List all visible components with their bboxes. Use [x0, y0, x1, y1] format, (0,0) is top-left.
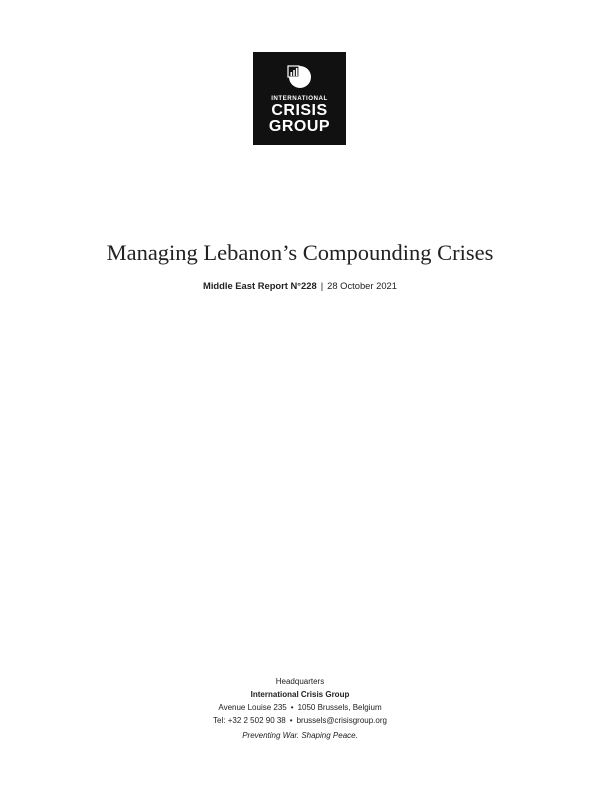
footer-street: Avenue Louise 235 — [218, 703, 287, 712]
logo-text-international: INTERNATIONAL — [271, 95, 328, 102]
report-date: 28 October 2021 — [327, 280, 397, 291]
logo-text-crisis: CRISIS — [271, 102, 328, 119]
crisis-group-logo — [253, 52, 346, 145]
footer-bullet: • — [289, 716, 293, 725]
subtitle-separator: | — [320, 280, 324, 291]
report-number: Middle East Report N°228 — [203, 280, 317, 291]
footer-phone: Tel: +32 2 502 90 38 — [213, 716, 286, 725]
report-title: Managing Lebanon’s Compounding Crises — [106, 240, 494, 265]
footer-address — [0, 701, 600, 714]
footer-heading: Headquarters — [275, 677, 325, 686]
footer-bullet: • — [290, 703, 294, 712]
footer-tagline: Preventing War. Shaping Peace. — [242, 731, 358, 740]
logo-text-group: GROUP — [268, 118, 331, 135]
report-subtitle — [0, 280, 600, 291]
footer-contact — [0, 714, 600, 727]
logo-emblem-icon — [285, 63, 313, 91]
footer-email: brussels@crisisgroup.org — [296, 716, 387, 725]
footer-organization: International Crisis Group — [250, 690, 350, 699]
footer-city: 1050 Brussels, Belgium — [297, 703, 382, 712]
headquarters-footer — [0, 675, 600, 742]
